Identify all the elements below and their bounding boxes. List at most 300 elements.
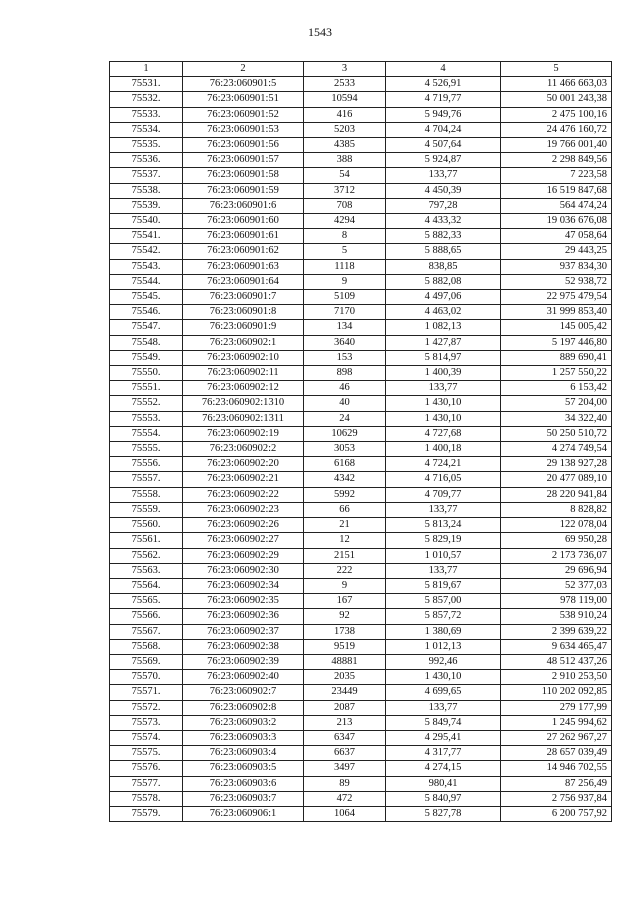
row-number-cell: 75537.	[110, 168, 183, 183]
cadastral-value-cell: 48 512 437,26	[501, 654, 612, 669]
area-cell: 40	[304, 396, 386, 411]
table-row	[110, 746, 612, 761]
table-row	[110, 290, 612, 305]
cadastral-number-cell: 76:23:060902:29	[183, 548, 304, 563]
area-cell: 6637	[304, 746, 386, 761]
cadastral-value-cell: 937 834,30	[501, 259, 612, 274]
row-number-cell: 75574.	[110, 730, 183, 745]
table-row	[110, 381, 612, 396]
row-number-cell: 75573.	[110, 715, 183, 730]
table-row	[110, 335, 612, 350]
cadastral-value-cell: 69 950,28	[501, 533, 612, 548]
cadastral-number-cell: 76:23:060902:40	[183, 670, 304, 685]
cadastral-value-cell: 22 975 479,54	[501, 290, 612, 305]
cadastral-value-cell: 889 690,41	[501, 350, 612, 365]
cadastral-number-cell: 76:23:060906:1	[183, 806, 304, 821]
column-header-2: 2	[183, 62, 304, 77]
cadastral-number-cell: 76:23:060902:2	[183, 442, 304, 457]
cadastral-value-cell: 27 262 967,27	[501, 730, 612, 745]
table-row	[110, 168, 612, 183]
table-row	[110, 730, 612, 745]
table-row	[110, 472, 612, 487]
table-row	[110, 259, 612, 274]
table-row	[110, 138, 612, 153]
cadastral-number-cell: 76:23:060902:38	[183, 639, 304, 654]
table-row	[110, 685, 612, 700]
row-number-cell: 75540.	[110, 214, 183, 229]
cadastral-number-cell: 76:23:060902:10	[183, 350, 304, 365]
cadastral-number-cell: 76:23:060901:51	[183, 92, 304, 107]
table-row	[110, 624, 612, 639]
value-per-unit-cell: 4 709,77	[386, 487, 501, 502]
row-number-cell: 75577.	[110, 776, 183, 791]
cadastral-number-cell: 76:23:060902:1	[183, 335, 304, 350]
area-cell: 2533	[304, 77, 386, 92]
value-per-unit-cell: 5 849,74	[386, 715, 501, 730]
cadastral-value-cell: 279 177,99	[501, 700, 612, 715]
area-cell: 3497	[304, 761, 386, 776]
row-number-cell: 75560.	[110, 518, 183, 533]
area-cell: 6168	[304, 457, 386, 472]
value-per-unit-cell: 4 716,05	[386, 472, 501, 487]
area-cell: 3712	[304, 183, 386, 198]
cadastral-number-cell: 76:23:060901:64	[183, 274, 304, 289]
cadastral-value-cell: 29 138 927,28	[501, 457, 612, 472]
cadastral-number-cell: 76:23:060903:6	[183, 776, 304, 791]
area-cell: 46	[304, 381, 386, 396]
row-number-cell: 75531.	[110, 77, 183, 92]
table-row	[110, 639, 612, 654]
area-cell: 48881	[304, 654, 386, 669]
table-row	[110, 700, 612, 715]
cadastral-value-cell: 7 223,58	[501, 168, 612, 183]
cadastral-value-cell: 19 766 001,40	[501, 138, 612, 153]
cadastral-value-cell: 11 466 663,03	[501, 77, 612, 92]
area-cell: 1064	[304, 806, 386, 821]
table-row	[110, 578, 612, 593]
cadastral-value-cell: 29 696,94	[501, 563, 612, 578]
cadastral-number-cell: 76:23:060902:39	[183, 654, 304, 669]
row-number-cell: 75555.	[110, 442, 183, 457]
table-row	[110, 320, 612, 335]
area-cell: 388	[304, 153, 386, 168]
cadastral-number-cell: 76:23:060902:20	[183, 457, 304, 472]
area-cell: 222	[304, 563, 386, 578]
cadastral-number-cell: 76:23:060903:3	[183, 730, 304, 745]
cadastral-value-cell: 19 036 676,08	[501, 214, 612, 229]
row-number-cell: 75542.	[110, 244, 183, 259]
value-per-unit-cell: 1 380,69	[386, 624, 501, 639]
area-cell: 472	[304, 791, 386, 806]
row-number-cell: 75576.	[110, 761, 183, 776]
row-number-cell: 75563.	[110, 563, 183, 578]
value-per-unit-cell: 980,41	[386, 776, 501, 791]
cadastral-value-cell: 2 475 100,16	[501, 107, 612, 122]
value-per-unit-cell: 5 840,97	[386, 791, 501, 806]
row-number-cell: 75568.	[110, 639, 183, 654]
cadastral-value-cell: 8 828,82	[501, 502, 612, 517]
cadastral-number-cell: 76:23:060903:2	[183, 715, 304, 730]
cadastral-number-cell: 76:23:060902:26	[183, 518, 304, 533]
table-row	[110, 229, 612, 244]
row-number-cell: 75536.	[110, 153, 183, 168]
cadastral-number-cell: 76:23:060901:62	[183, 244, 304, 259]
table-row	[110, 244, 612, 259]
value-per-unit-cell: 1 010,57	[386, 548, 501, 563]
cadastral-value-cell: 5 197 446,80	[501, 335, 612, 350]
value-per-unit-cell: 1 400,39	[386, 366, 501, 381]
cadastral-number-cell: 76:23:060901:9	[183, 320, 304, 335]
cadastral-number-cell: 76:23:060902:19	[183, 426, 304, 441]
area-cell: 9	[304, 274, 386, 289]
area-cell: 153	[304, 350, 386, 365]
table-body	[110, 77, 612, 822]
value-per-unit-cell: 1 430,10	[386, 411, 501, 426]
cadastral-value-cell: 2 173 736,07	[501, 548, 612, 563]
table-row	[110, 153, 612, 168]
cadastral-value-cell: 87 256,49	[501, 776, 612, 791]
row-number-cell: 75554.	[110, 426, 183, 441]
cadastral-value-cell: 24 476 160,72	[501, 122, 612, 137]
value-per-unit-cell: 1 400,18	[386, 442, 501, 457]
table-row	[110, 563, 612, 578]
area-cell: 2035	[304, 670, 386, 685]
row-number-cell: 75551.	[110, 381, 183, 396]
row-number-cell: 75572.	[110, 700, 183, 715]
row-number-cell: 75545.	[110, 290, 183, 305]
cadastral-value-cell: 145 005,42	[501, 320, 612, 335]
value-per-unit-cell: 4 727,68	[386, 426, 501, 441]
area-cell: 1118	[304, 259, 386, 274]
area-cell: 54	[304, 168, 386, 183]
row-number-cell: 75559.	[110, 502, 183, 517]
table-row	[110, 305, 612, 320]
cadastral-value-cell: 52 938,72	[501, 274, 612, 289]
row-number-cell: 75548.	[110, 335, 183, 350]
row-number-cell: 75552.	[110, 396, 183, 411]
cadastral-number-cell: 76:23:060902:12	[183, 381, 304, 396]
value-per-unit-cell: 5 882,08	[386, 274, 501, 289]
value-per-unit-cell: 5 813,24	[386, 518, 501, 533]
cadastral-number-cell: 76:23:060901:52	[183, 107, 304, 122]
cadastral-value-cell: 57 204,00	[501, 396, 612, 411]
table-row	[110, 518, 612, 533]
cadastral-number-cell: 76:23:060902:8	[183, 700, 304, 715]
cadastral-value-cell: 1 245 994,62	[501, 715, 612, 730]
value-per-unit-cell: 1 430,10	[386, 396, 501, 411]
table-row	[110, 791, 612, 806]
area-cell: 21	[304, 518, 386, 533]
cadastral-value-cell: 29 443,25	[501, 244, 612, 259]
table-row	[110, 487, 612, 502]
table-row	[110, 654, 612, 669]
row-number-cell: 75539.	[110, 198, 183, 213]
row-number-cell: 75556.	[110, 457, 183, 472]
row-number-cell: 75546.	[110, 305, 183, 320]
cadastral-value-cell: 28 657 039,49	[501, 746, 612, 761]
cadastral-value-cell: 16 519 847,68	[501, 183, 612, 198]
row-number-cell: 75538.	[110, 183, 183, 198]
table-row	[110, 761, 612, 776]
column-header-4: 4	[386, 62, 501, 77]
value-per-unit-cell: 4 433,32	[386, 214, 501, 229]
cadastral-number-cell: 76:23:060901:57	[183, 153, 304, 168]
value-per-unit-cell: 5 882,33	[386, 229, 501, 244]
table-row	[110, 609, 612, 624]
row-number-cell: 75578.	[110, 791, 183, 806]
table-row	[110, 502, 612, 517]
area-cell: 4385	[304, 138, 386, 153]
cadastral-value-cell: 14 946 702,55	[501, 761, 612, 776]
row-number-cell: 75532.	[110, 92, 183, 107]
cadastral-number-cell: 76:23:060901:7	[183, 290, 304, 305]
row-number-cell: 75571.	[110, 685, 183, 700]
value-per-unit-cell: 133,77	[386, 168, 501, 183]
cadastral-value-cell: 110 202 092,85	[501, 685, 612, 700]
row-number-cell: 75535.	[110, 138, 183, 153]
cadastral-value-cell: 538 910,24	[501, 609, 612, 624]
cadastral-value-cell: 28 220 941,84	[501, 487, 612, 502]
cadastral-value-cell: 2 399 639,22	[501, 624, 612, 639]
cadastral-value-cell: 9 634 465,47	[501, 639, 612, 654]
table-row	[110, 92, 612, 107]
table-row	[110, 122, 612, 137]
cadastral-number-cell: 76:23:060902:34	[183, 578, 304, 593]
value-per-unit-cell: 4 317,77	[386, 746, 501, 761]
value-per-unit-cell: 133,77	[386, 700, 501, 715]
cadastral-number-cell: 76:23:060901:56	[183, 138, 304, 153]
cadastral-number-cell: 76:23:060901:59	[183, 183, 304, 198]
cadastral-value-cell: 122 078,04	[501, 518, 612, 533]
area-cell: 898	[304, 366, 386, 381]
area-cell: 134	[304, 320, 386, 335]
row-number-cell: 75533.	[110, 107, 183, 122]
area-cell: 92	[304, 609, 386, 624]
area-cell: 9519	[304, 639, 386, 654]
row-number-cell: 75549.	[110, 350, 183, 365]
cadastral-number-cell: 76:23:060902:7	[183, 685, 304, 700]
data-table	[109, 61, 612, 822]
value-per-unit-cell: 1 012,13	[386, 639, 501, 654]
cadastral-value-cell: 6 153,42	[501, 381, 612, 396]
value-per-unit-cell: 5 814,97	[386, 350, 501, 365]
cadastral-number-cell: 76:23:060902:21	[183, 472, 304, 487]
cadastral-value-cell: 47 058,64	[501, 229, 612, 244]
table-row	[110, 594, 612, 609]
cadastral-number-cell: 76:23:060903:7	[183, 791, 304, 806]
table-row	[110, 457, 612, 472]
value-per-unit-cell: 133,77	[386, 381, 501, 396]
area-cell: 24	[304, 411, 386, 426]
cadastral-value-cell: 50 250 510,72	[501, 426, 612, 441]
area-cell: 2087	[304, 700, 386, 715]
cadastral-number-cell: 76:23:060902:23	[183, 502, 304, 517]
area-cell: 708	[304, 198, 386, 213]
value-per-unit-cell: 4 450,39	[386, 183, 501, 198]
row-number-cell: 75547.	[110, 320, 183, 335]
area-cell: 9	[304, 578, 386, 593]
value-per-unit-cell: 5 829,19	[386, 533, 501, 548]
header-row	[110, 62, 612, 77]
row-number-cell: 75570.	[110, 670, 183, 685]
cadastral-number-cell: 76:23:060903:4	[183, 746, 304, 761]
value-per-unit-cell: 133,77	[386, 563, 501, 578]
value-per-unit-cell: 4 699,65	[386, 685, 501, 700]
table-row	[110, 183, 612, 198]
row-number-cell: 75567.	[110, 624, 183, 639]
cadastral-value-cell: 20 477 089,10	[501, 472, 612, 487]
area-cell: 3640	[304, 335, 386, 350]
table-row	[110, 411, 612, 426]
cadastral-number-cell: 76:23:060901:5	[183, 77, 304, 92]
area-cell: 2151	[304, 548, 386, 563]
value-per-unit-cell: 1 427,87	[386, 335, 501, 350]
cadastral-number-cell: 76:23:060902:1311	[183, 411, 304, 426]
row-number-cell: 75579.	[110, 806, 183, 821]
table-row	[110, 715, 612, 730]
cadastral-value-cell: 50 001 243,38	[501, 92, 612, 107]
table-row	[110, 776, 612, 791]
value-per-unit-cell: 4 704,24	[386, 122, 501, 137]
table-row	[110, 533, 612, 548]
cadastral-number-cell: 76:23:060902:22	[183, 487, 304, 502]
row-number-cell: 75566.	[110, 609, 183, 624]
value-per-unit-cell: 992,46	[386, 654, 501, 669]
cadastral-number-cell: 76:23:060901:53	[183, 122, 304, 137]
cadastral-value-cell: 1 257 550,22	[501, 366, 612, 381]
area-cell: 5203	[304, 122, 386, 137]
cadastral-number-cell: 76:23:060901:60	[183, 214, 304, 229]
table-row	[110, 806, 612, 821]
value-per-unit-cell: 838,85	[386, 259, 501, 274]
area-cell: 10629	[304, 426, 386, 441]
area-cell: 213	[304, 715, 386, 730]
table-row	[110, 77, 612, 92]
column-header-3: 3	[304, 62, 386, 77]
area-cell: 12	[304, 533, 386, 548]
area-cell: 5109	[304, 290, 386, 305]
value-per-unit-cell: 4 719,77	[386, 92, 501, 107]
cadastral-number-cell: 76:23:060902:1310	[183, 396, 304, 411]
area-cell: 4342	[304, 472, 386, 487]
area-cell: 89	[304, 776, 386, 791]
value-per-unit-cell: 797,28	[386, 198, 501, 213]
value-per-unit-cell: 5 888,65	[386, 244, 501, 259]
cadastral-number-cell: 76:23:060902:11	[183, 366, 304, 381]
value-per-unit-cell: 4 295,41	[386, 730, 501, 745]
area-cell: 8	[304, 229, 386, 244]
cadastral-value-cell: 34 322,40	[501, 411, 612, 426]
table-row	[110, 198, 612, 213]
table-row	[110, 442, 612, 457]
value-per-unit-cell: 5 819,67	[386, 578, 501, 593]
row-number-cell: 75575.	[110, 746, 183, 761]
value-per-unit-cell: 1 082,13	[386, 320, 501, 335]
row-number-cell: 75558.	[110, 487, 183, 502]
area-cell: 416	[304, 107, 386, 122]
row-number-cell: 75562.	[110, 548, 183, 563]
cadastral-number-cell: 76:23:060902:35	[183, 594, 304, 609]
row-number-cell: 75550.	[110, 366, 183, 381]
value-per-unit-cell: 4 463,02	[386, 305, 501, 320]
area-cell: 4294	[304, 214, 386, 229]
row-number-cell: 75561.	[110, 533, 183, 548]
area-cell: 167	[304, 594, 386, 609]
area-cell: 5992	[304, 487, 386, 502]
value-per-unit-cell: 4 724,21	[386, 457, 501, 472]
table-row	[110, 366, 612, 381]
area-cell: 7170	[304, 305, 386, 320]
value-per-unit-cell: 5 857,72	[386, 609, 501, 624]
table-row	[110, 350, 612, 365]
cadastral-number-cell: 76:23:060902:36	[183, 609, 304, 624]
row-number-cell: 75565.	[110, 594, 183, 609]
row-number-cell: 75557.	[110, 472, 183, 487]
cadastral-value-cell: 564 474,24	[501, 198, 612, 213]
page-number: 1543	[308, 25, 332, 39]
cadastral-number-cell: 76:23:060903:5	[183, 761, 304, 776]
value-per-unit-cell: 4 497,06	[386, 290, 501, 305]
area-cell: 1738	[304, 624, 386, 639]
area-cell: 23449	[304, 685, 386, 700]
cadastral-number-cell: 76:23:060901:58	[183, 168, 304, 183]
cadastral-number-cell: 76:23:060902:27	[183, 533, 304, 548]
cadastral-number-cell: 76:23:060901:8	[183, 305, 304, 320]
table-row	[110, 274, 612, 289]
cadastral-value-cell: 6 200 757,92	[501, 806, 612, 821]
value-per-unit-cell: 133,77	[386, 502, 501, 517]
value-per-unit-cell: 5 924,87	[386, 153, 501, 168]
cadastral-value-cell: 31 999 853,40	[501, 305, 612, 320]
value-per-unit-cell: 5 857,00	[386, 594, 501, 609]
cadastral-number-cell: 76:23:060901:61	[183, 229, 304, 244]
table-row	[110, 548, 612, 563]
column-header-1: 1	[110, 62, 183, 77]
value-per-unit-cell: 4 507,64	[386, 138, 501, 153]
row-number-cell: 75544.	[110, 274, 183, 289]
column-header-5: 5	[501, 62, 612, 77]
cadastral-value-cell: 2 756 937,84	[501, 791, 612, 806]
cadastral-number-cell: 76:23:060902:37	[183, 624, 304, 639]
value-per-unit-cell: 5 827,78	[386, 806, 501, 821]
cadastral-value-cell: 978 119,00	[501, 594, 612, 609]
value-per-unit-cell: 5 949,76	[386, 107, 501, 122]
table-row	[110, 214, 612, 229]
table-row	[110, 396, 612, 411]
table-row	[110, 670, 612, 685]
value-per-unit-cell: 4 526,91	[386, 77, 501, 92]
row-number-cell: 75543.	[110, 259, 183, 274]
cadastral-number-cell: 76:23:060902:30	[183, 563, 304, 578]
row-number-cell: 75534.	[110, 122, 183, 137]
row-number-cell: 75553.	[110, 411, 183, 426]
table-row	[110, 426, 612, 441]
row-number-cell: 75541.	[110, 229, 183, 244]
area-cell: 6347	[304, 730, 386, 745]
value-per-unit-cell: 1 430,10	[386, 670, 501, 685]
cadastral-number-cell: 76:23:060901:63	[183, 259, 304, 274]
row-number-cell: 75569.	[110, 654, 183, 669]
cadastral-number-cell: 76:23:060901:6	[183, 198, 304, 213]
area-cell: 66	[304, 502, 386, 517]
table-row	[110, 107, 612, 122]
area-cell: 3053	[304, 442, 386, 457]
cadastral-value-cell: 2 910 253,50	[501, 670, 612, 685]
cadastral-value-cell: 4 274 749,54	[501, 442, 612, 457]
cadastral-value-cell: 52 377,03	[501, 578, 612, 593]
area-cell: 5	[304, 244, 386, 259]
area-cell: 10594	[304, 92, 386, 107]
